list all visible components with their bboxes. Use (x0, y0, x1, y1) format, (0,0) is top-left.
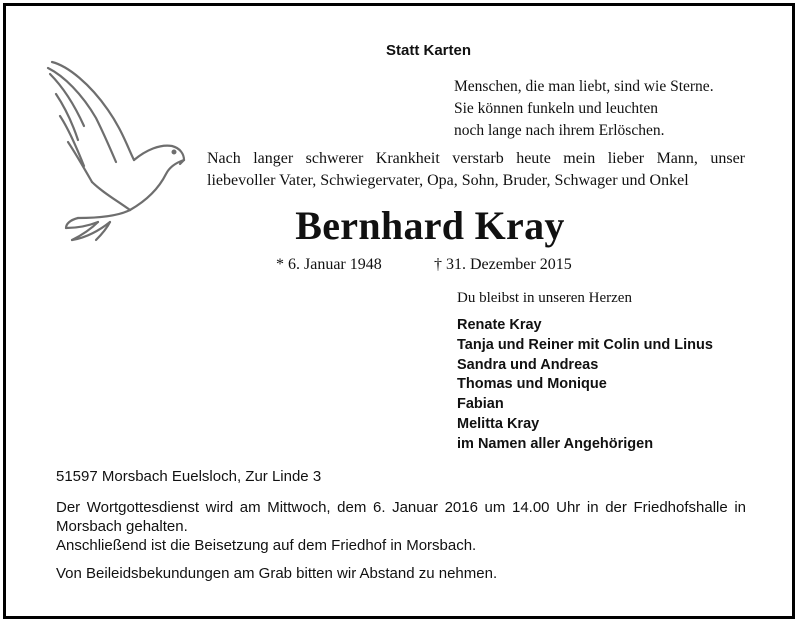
intro-line: Nach langer schwerer Krankheit verstarb heute mein lieber Mann, unser (207, 150, 745, 167)
family-member: Melitta Kray (457, 415, 540, 432)
death-date: † 31. Dezember 2015 (434, 256, 572, 273)
quote-line: noch lange nach ihrem Erlöschen. (454, 122, 665, 139)
memorial-quote (454, 76, 714, 142)
service-line: Anschließend ist die Beisetzung auf dem Friedhof in Morsbach. (56, 537, 477, 554)
family-member: Fabian (457, 396, 504, 413)
intro-paragraph (207, 148, 745, 192)
condolence-note: Von Beileidsbekundungen am Grab bitten wir Abstand zu nehmen. (56, 565, 498, 582)
family-member: Renate Kray (457, 317, 542, 333)
deceased-name-text: Bernhard Kray (295, 203, 565, 248)
birth-date: * 6. Januar 1948 (276, 256, 382, 273)
family-lead: Du bleibst in unseren Herzen (457, 290, 632, 306)
service-info (56, 498, 746, 555)
family-member: Sandra und Andreas (457, 356, 599, 373)
family-member: Thomas und Monique (457, 376, 607, 393)
family-block (457, 290, 713, 455)
family-member: Tanja und Reiner mit Colin und Linus (457, 336, 713, 353)
deceased-name (0, 202, 800, 249)
intro-line: liebevoller Vater, Schwiegervater, Opa, Sohn, Bruder, Schwager und Onkel (207, 172, 689, 189)
service-line: Morsbach gehalten. (56, 518, 188, 535)
quote-line: Menschen, die man liebt, sind wie Sterne. (454, 78, 714, 95)
service-line: Der Wortgottesdienst wird am Mittwoch, dem 6. Januar 2016 um 14.00 Uhr in der Friedhofshalle in (56, 499, 746, 516)
address: 51597 Morsbach Euelsloch, Zur Linde 3 (56, 468, 322, 485)
header-title: Statt Karten (386, 42, 472, 59)
family-member: im Namen aller Angehörigen (457, 435, 654, 452)
quote-line: Sie können funkeln und leuchten (454, 100, 659, 117)
